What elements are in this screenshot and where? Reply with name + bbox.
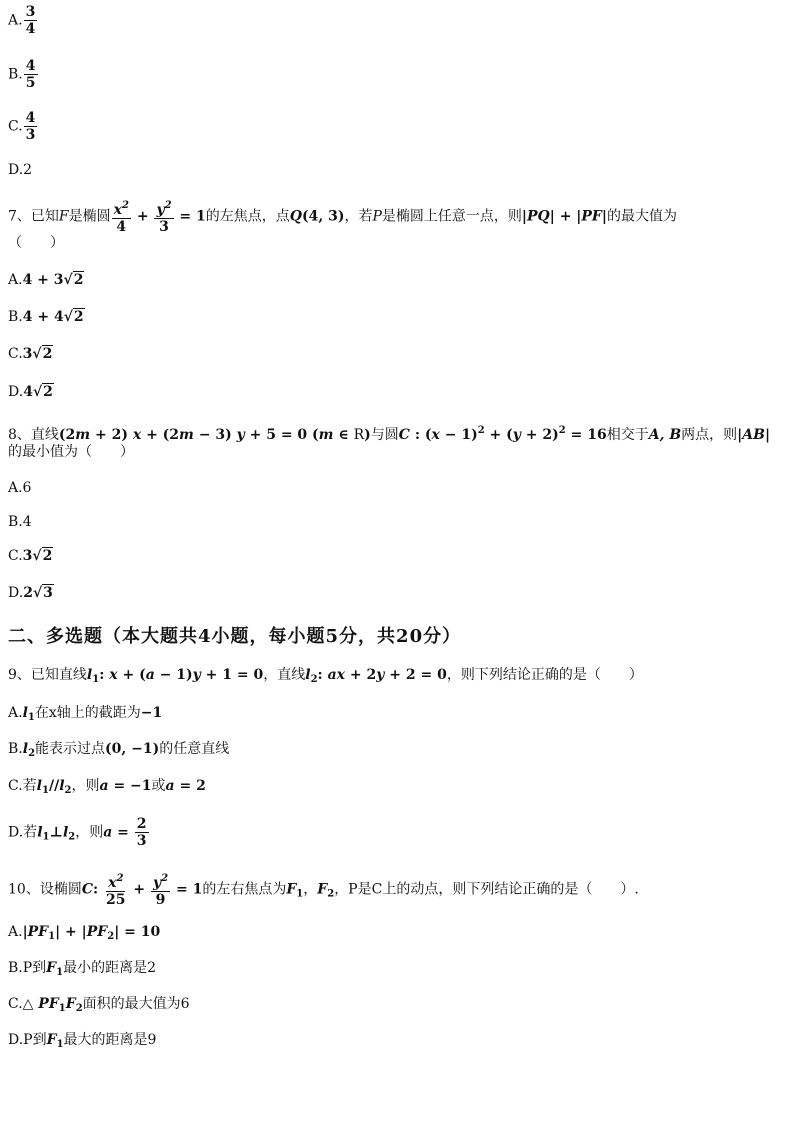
q7-stem: 7、已知F是椭圆 $\frac{x^2}{4}$ + $\frac{y^2}{3}$ = 1的左焦点，点Q(4, 3)，若P是椭圆上任意一点，则|PQ| + |PF|的最大值为 xyxy=(8,200,677,235)
sqrt: √2 xyxy=(63,309,84,325)
fraction: $\frac{x^2}{25}$ xyxy=(106,873,126,908)
sqrt: √2 xyxy=(63,272,84,288)
sqrt: √3 xyxy=(32,585,53,601)
q10-option-a: $A.|PF_1| + |PF_2| = 10$ xyxy=(8,924,161,942)
q10-stem: 10、设椭圆C: $\frac{x^2}{25}$ + $\frac{y^2}{9}$ = 1的左右焦点为$F_1$，$F_2$，P是C上的动点，则下列结论正确的是（ ）. xyxy=(8,873,639,908)
q6-option-c xyxy=(8,110,38,143)
q8-option-c: C.3√2 xyxy=(8,548,53,564)
q10-option-c: C.△ $PF_1F_2$面积的最大值为6 xyxy=(8,996,190,1014)
fraction: $\frac{y^2}{9}$ xyxy=(153,873,169,908)
q10-option-b: B.P到$F_1$最小的距离是2 xyxy=(8,960,157,978)
q8-stem-cont: 的最小值为（ ） xyxy=(8,444,134,460)
q9-option-d: D.若$l_1\perp l_2$，则a = $\frac{2}{3}$ xyxy=(8,816,147,849)
fraction: $\frac{4}{5}$ xyxy=(25,58,36,91)
q9-option-b: $B.l_2$能表示过点(0, −1)的任意直线 xyxy=(8,741,230,759)
q7-option-d: D.4√2 xyxy=(8,384,53,400)
section-heading: 二、多选题（本大题共4小题，每小题5分，共20分） xyxy=(8,626,462,647)
q8-stem: 8、直线(2m + 2) x + (2m − 3) y + 5 = 0 (m ∈ R)与圆C : $(x - 1)^2 + (y + 2)^2 = 16$相交于A, B两点，则|AB| xyxy=(8,425,771,443)
fraction: $\frac{x^2}{4}$ xyxy=(113,200,129,235)
q7-option-c: C.3√2 xyxy=(8,346,53,362)
q8-option-a: A.6 xyxy=(8,480,32,496)
fraction: $\frac{4}{3}$ xyxy=(25,110,36,143)
option-label: A. xyxy=(8,12,23,29)
q10-option-d: D.P到$F_1$最大的距离是9 xyxy=(8,1032,157,1050)
fraction: $\frac{y^2}{3}$ xyxy=(156,200,172,235)
q9-option-c: C.若$l_1//l_2$，则a = −1或a = 2 xyxy=(8,778,206,796)
q7-option-b: B.4 + 4√2 xyxy=(8,309,84,325)
sqrt: √2 xyxy=(32,346,53,362)
q6-option-b xyxy=(8,58,39,91)
option-label: B. xyxy=(8,66,23,83)
q9-option-a: $A.l_1$在x轴上的截距为−1 xyxy=(8,705,163,723)
q9-stem: 9、已知直线$l_1$: x + (a − 1)y + 1 = 0，直线$l_2$: ax + 2y + 2 = 0，则下列结论正确的是（ ） xyxy=(8,667,643,685)
q7-option-a: A.4 + 3√2 xyxy=(8,272,84,288)
option-label: C. xyxy=(8,118,23,135)
fraction: $\frac{2}{3}$ xyxy=(136,816,147,849)
sqrt: √2 xyxy=(32,384,53,400)
q7-paren: （ ） xyxy=(8,235,64,251)
q8-option-d: D.2√3 xyxy=(8,585,53,601)
q6-option-a xyxy=(8,4,38,37)
fraction: $\frac{3}{4}$ xyxy=(25,4,36,37)
sqrt: √2 xyxy=(32,548,53,564)
q6-option-d: D.2 xyxy=(8,162,33,178)
q8-option-b: B.4 xyxy=(8,514,32,530)
